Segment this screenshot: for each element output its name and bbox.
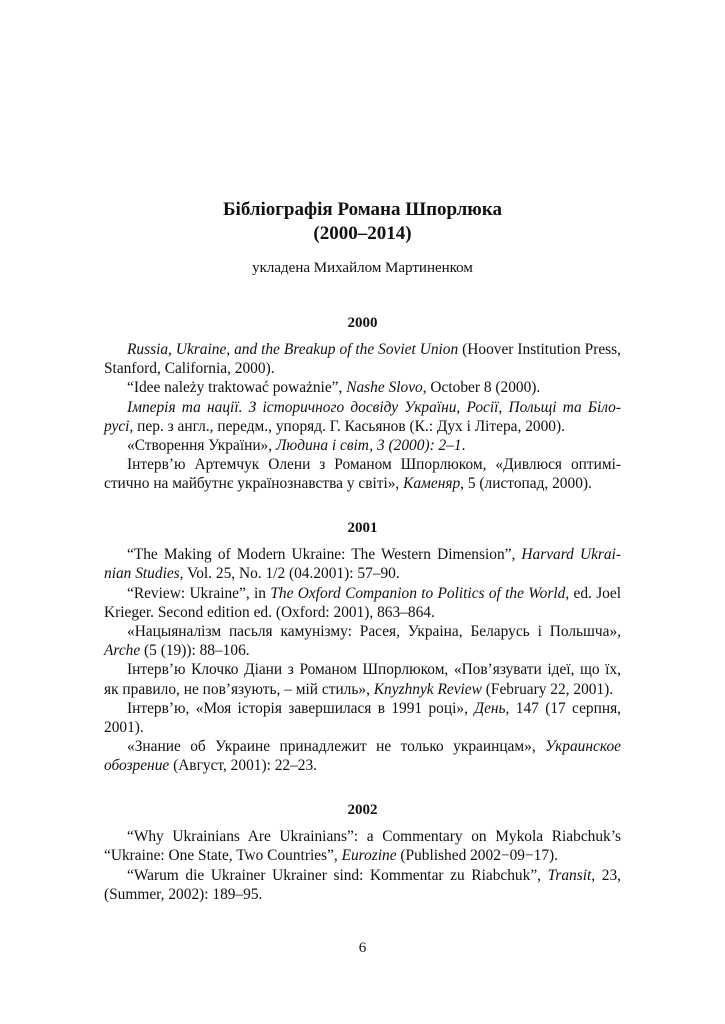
year-heading-2002: 2002 (347, 802, 378, 818)
bib-entry-line (127, 699, 621, 718)
bib-entry-line (104, 680, 621, 699)
entry-text: 23, (595, 867, 621, 884)
year-heading-2001: 2001 (347, 520, 378, 536)
entry-text: , October 8 (2000). (422, 379, 541, 396)
entry-source: Nashe Slovo (346, 379, 423, 396)
bib-entry-line (104, 564, 621, 583)
compiler-credit: укладена Михайлом Мартиненком (252, 260, 473, 276)
bib-entry-line: (Summer, 2002): 189–95. (104, 886, 263, 903)
bib-entry-line (104, 641, 621, 660)
entry-text: стично на майбутнє українознавства у світі», (104, 475, 404, 492)
year-heading-2000: 2000 (347, 315, 378, 331)
bib-entry-line: Інтерв’ю Клочко Діани з Романом Шпорлюком, «Пов’язувати ідеї, що їх, (127, 661, 621, 678)
page-number: 6 (358, 940, 367, 956)
bib-entry-line (104, 756, 621, 775)
bib-entry-line: Stanford, California, 2000). (104, 360, 275, 377)
entry-source: Transit, (547, 867, 596, 884)
entry-source: Каменяр, (403, 475, 465, 492)
entry-source: Knyzhnyk Review (373, 681, 482, 698)
bib-entry-line (127, 866, 621, 885)
bib-entry-line: Krieger. Second edition ed. (Oxford: 2001), 863–864. (104, 604, 435, 621)
entry-source: Harvard Ukrai- (521, 546, 621, 563)
entry-text: «Створення України», (127, 437, 276, 454)
bib-entry-line: «Нацыяналізм пасьля камунізму: Расея, Украіна, Беларусь і Польшча», (127, 623, 621, 640)
bib-entry-line (104, 474, 621, 493)
bib-entry-line (127, 436, 621, 455)
entry-text: як правило, не пов’язують, – мій стиль», (104, 681, 374, 698)
entry-title: Імперія та нації. З історичного досвіду України, Росії, Польщі та Біло- (127, 399, 621, 416)
bib-entry-line (104, 846, 621, 865)
entry-text: “Warum die Ukrainer Ukrainer sind: Kommentar zu Riabchuk”, (127, 867, 548, 884)
page-title: Бібліографія Романа Шпорлюка (223, 199, 502, 220)
bib-entry-line (127, 584, 621, 603)
entry-text: (February 22, 2001). (481, 681, 614, 698)
entry-text: 5 (листопад, 2000). (464, 475, 592, 492)
bib-entry-line: 2001). (104, 719, 144, 736)
entry-source: обозрение (104, 757, 170, 774)
entry-title: Russia, Ukraine, and the Breakup of the Soviet Union (127, 341, 459, 358)
entry-title: русі, (104, 418, 134, 435)
entry-text: “Idee należy traktować poważnie”, (127, 379, 347, 396)
entry-text: “Review: Ukraine”, in (127, 585, 271, 602)
entry-source: The Oxford Companion to Politics of the World (270, 585, 566, 602)
entry-source: Eurozine (341, 847, 397, 864)
bib-entry-line: “Why Ukrainians Are Ukrainians”: a Commentary on Mykola Riabchuk’s (127, 828, 621, 845)
bib-entry-line (127, 398, 621, 417)
entry-text: , Vol. 25, No. 1/2 (04.2001): 57–90. (179, 565, 400, 582)
entry-source: nian Studies (104, 565, 180, 582)
entry-source: Arche (104, 642, 141, 659)
bib-entry-line (104, 417, 621, 436)
page-title-years: (2000–2014) (313, 223, 412, 244)
entry-text: (Август, 2001): 22–23. (169, 757, 318, 774)
bib-entry-line (127, 378, 621, 397)
entry-source: Людина і світ, 3 (2000): 2–1 (275, 437, 462, 454)
entry-text: (Published 2002−09−17). (396, 847, 559, 864)
entry-text: (5 (19)): 88–106. (140, 642, 250, 659)
entry-source: День, (474, 700, 510, 717)
entry-text: 147 (17 серпня, (509, 700, 622, 717)
bib-entry-line (127, 737, 621, 756)
bib-entry-line (127, 545, 621, 564)
entry-text: Інтерв’ю, «Моя історія завершилася в 1991 році», (127, 700, 475, 717)
entry-text: , ed. Joel (565, 585, 621, 602)
entry-text: «Знание об Украине принадлежит не только украинцам», (127, 738, 546, 755)
bib-entry-line: Інтерв’ю Артемчук Олени з Романом Шпорлюком, «Дивлюся оптимі- (127, 456, 621, 473)
entry-source: Украинское (545, 738, 621, 755)
entry-text: “The Making of Modern Ukraine: The Western Dimension”, (127, 546, 522, 563)
entry-text: (Hoover Institution Press, (458, 341, 621, 358)
entry-text: . (461, 437, 466, 454)
bib-entry-line (127, 340, 621, 359)
entry-text: пер. з англ., передм., упоряд. Г. Касьянов (К.: Дух і Літера, 2000). (133, 418, 565, 435)
entry-text: “Ukraine: One State, Two Countries”, (104, 847, 342, 864)
